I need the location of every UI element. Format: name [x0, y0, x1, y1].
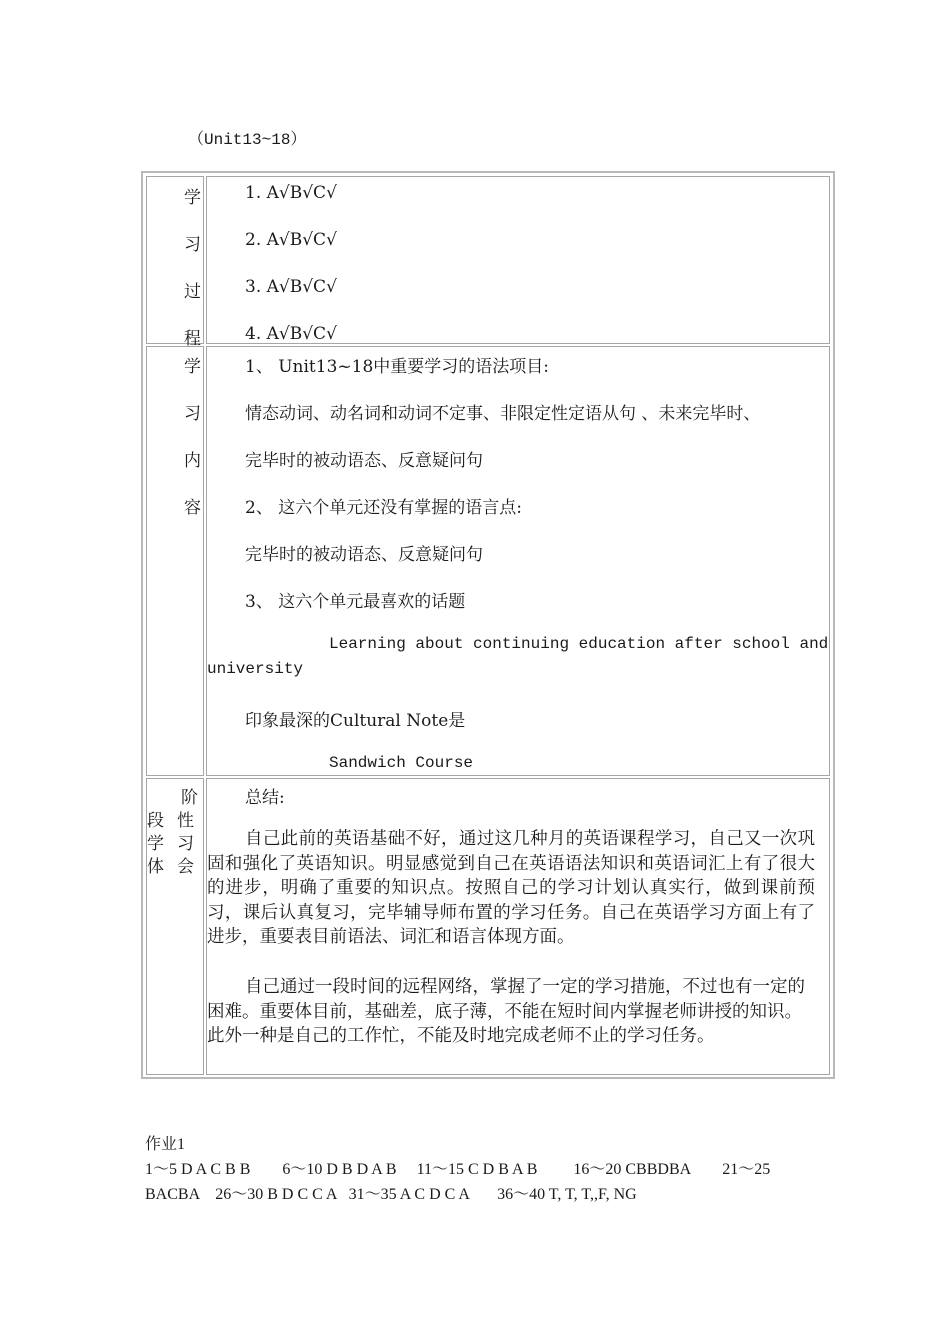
content-line: 1、 Unit13~18中重要学习的语法项目:: [245, 357, 549, 377]
content-label-char: 学: [184, 357, 201, 377]
content-label-char: 内: [184, 451, 201, 471]
process-item: 4. A√B√C√: [245, 324, 337, 344]
content-line: 情态动词、动名词和动词不定事、非限定性定语从句 、未来完毕时、: [245, 404, 761, 424]
favorite-topic-line: Learning about continuing education after school and: [329, 635, 829, 653]
content-label-cell: [146, 346, 204, 776]
unit-range-subtitle: （Unit13~18）: [188, 131, 307, 149]
favorite-topic-line: university: [207, 660, 304, 678]
cultural-note-label: 印象最深的Cultural Note是: [245, 711, 466, 731]
process-label-char: 过: [184, 282, 201, 302]
reflection-paragraph: 自己此前的英语基础不好，通过这几种月的英语课程学习，自己又一次巩固和强化了英语知识。明显感觉到自己在英语语法知识和英语词汇上有了很大的进步，明确了重要的知识点。按照自己的学习计划认真实行，做到课前预习，课后认真复习，完毕辅导师布置的学习任务。自己在英语学习方面上有了进步，重要表目前语法、词汇和语言体现方面。: [207, 829, 815, 947]
homework-answers-line: BACBA 26～30 B D C C A 31～35 A C D C A 36～40 T, T, T,,F, NG: [145, 1186, 637, 1203]
process-label-char: 习: [184, 235, 201, 255]
reflection-label-cell: [146, 778, 204, 1075]
reflection-label-char: 习: [177, 834, 194, 854]
content-label-char: 习: [184, 404, 201, 424]
study-record-table: [141, 171, 835, 1079]
process-row: [146, 176, 830, 349]
process-item: 2. A√B√C√: [245, 230, 337, 250]
process-content-cell: [206, 176, 830, 344]
reflection-label-char: 体: [147, 857, 164, 877]
cultural-note-value: Sandwich Course: [329, 754, 474, 772]
reflection-label-char: 学: [147, 834, 164, 854]
reflection-label-char: 性: [177, 811, 194, 831]
process-item: 3. A√B√C√: [245, 277, 337, 297]
content-label-char: 容: [184, 498, 201, 518]
content-line: 完毕时的被动语态、反意疑问句: [245, 451, 483, 471]
content-line: 2、 这六个单元还没有掌握的语言点:: [245, 498, 522, 518]
content-row: [146, 346, 830, 776]
summary-title: 总结:: [245, 788, 285, 808]
content-text-cell: [206, 346, 830, 776]
process-label-char: 程: [184, 329, 201, 349]
reflection-label-char: 段: [147, 811, 164, 831]
process-item: 1. A√B√C√: [245, 183, 337, 203]
reflection-row: [146, 778, 830, 1075]
reflection-text-cell: [206, 778, 830, 1075]
process-label-cell: [146, 176, 204, 349]
reflection-paragraph: 自己通过一段时间的远程网络，掌握了一定的学习措施，不过也有一定的困难。重要体目前，基础差，底子薄，不能在短时间内掌握老师讲授的知识。此外一种是自己的工作忙，不能及时地完成老师不止的学习任务。: [207, 977, 805, 1046]
reflection-label-char: 会: [177, 857, 194, 877]
process-label-char: 学: [184, 188, 201, 208]
reflection-label-char: 阶: [181, 788, 198, 808]
homework-answers-line: 1～5 D A C B B 6～10 D B D A B 11～15 C D B A B 16～20 CBBDBA 21～25: [145, 1161, 771, 1178]
content-line: 完毕时的被动语态、反意疑问句: [245, 545, 483, 565]
homework-title: 作业1: [145, 1136, 186, 1153]
content-line: 3、 这六个单元最喜欢的话题: [245, 592, 466, 612]
